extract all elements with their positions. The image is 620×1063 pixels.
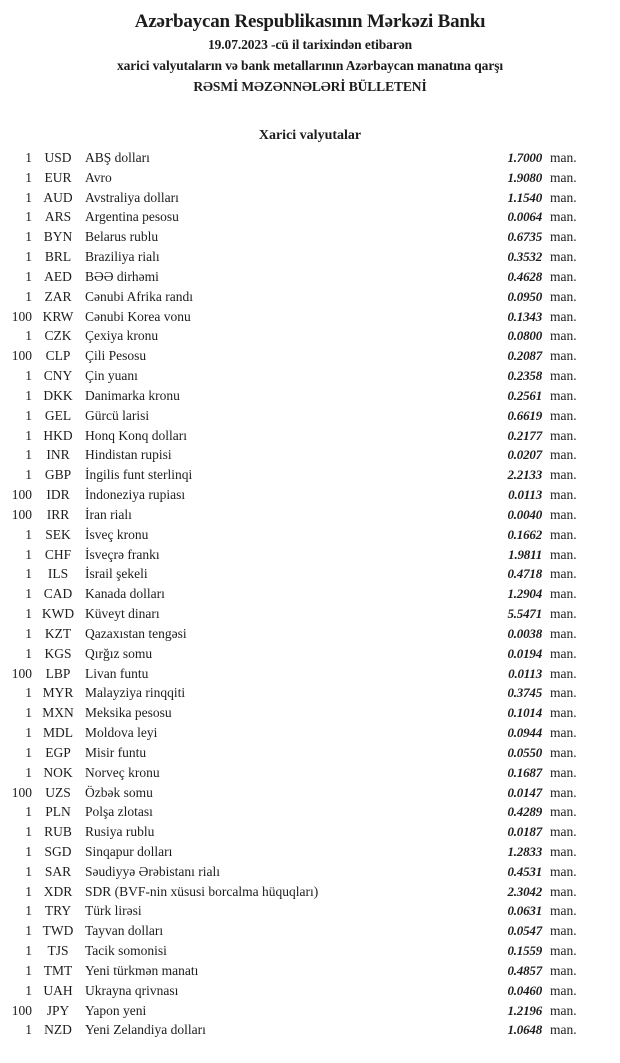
quantity-cell: 1 bbox=[25, 150, 32, 165]
currency-name-cell: Türk lirəsi bbox=[85, 903, 142, 919]
quantity-cell: 1 bbox=[25, 725, 32, 741]
unit-label-cell: man. bbox=[550, 744, 577, 760]
rate-value-cell: 0.0550 bbox=[507, 744, 542, 760]
unit-label-cell: man. bbox=[550, 348, 577, 364]
rate-value-cell: 0.0547 bbox=[507, 923, 542, 939]
quantity-cell: 100 bbox=[11, 308, 32, 324]
unit-label-cell: man. bbox=[550, 863, 577, 879]
table-row bbox=[2, 822, 583, 842]
unit-label-cell: man. bbox=[550, 249, 577, 265]
currency-name-cell: İran rialı bbox=[85, 506, 132, 522]
rate-value-cell: 0.1014 bbox=[507, 705, 542, 721]
quantity-cell: 1 bbox=[25, 189, 32, 205]
rate-value-cell: 1.9811 bbox=[508, 546, 542, 562]
table-row bbox=[2, 227, 583, 247]
currency-name-cell: Braziliya rialı bbox=[85, 249, 160, 265]
currency-code-cell: LBP bbox=[45, 665, 71, 681]
quantity-cell: 1 bbox=[25, 1022, 32, 1038]
unit-label-cell: man. bbox=[550, 268, 577, 284]
unit-label-cell: man. bbox=[550, 387, 577, 403]
unit-label-cell: man. bbox=[550, 169, 577, 185]
table-row bbox=[2, 545, 583, 565]
quantity-cell: 1 bbox=[25, 467, 32, 483]
currency-name-cell: Belarus rublu bbox=[85, 229, 159, 245]
rate-value-cell: 0.0194 bbox=[507, 645, 542, 661]
rate-value-cell: 0.0631 bbox=[507, 903, 542, 919]
quantity-cell: 1 bbox=[25, 843, 32, 859]
rate-value-cell: 2.3042 bbox=[507, 883, 542, 899]
currency-name-cell: Cənubi Afrika randı bbox=[85, 288, 193, 304]
table-row bbox=[2, 406, 583, 426]
rate-value-cell: 0.3745 bbox=[507, 685, 542, 701]
rate-value-cell: 0.0207 bbox=[507, 447, 542, 463]
currency-code-cell: INR bbox=[46, 447, 70, 463]
table-row bbox=[2, 326, 583, 346]
rate-value-cell: 0.2561 bbox=[507, 387, 542, 403]
quantity-cell: 1 bbox=[25, 962, 32, 978]
currency-code-cell: EGP bbox=[45, 744, 71, 760]
table-row bbox=[2, 743, 583, 763]
table-row bbox=[2, 247, 583, 267]
unit-label-cell: man. bbox=[550, 308, 577, 324]
currency-name-cell: Rusiya rublu bbox=[85, 824, 155, 840]
quantity-cell: 1 bbox=[25, 606, 32, 622]
bulletin-title-line: RƏSMİ MƏZƏNNƏLƏRİ BÜLLETENİ bbox=[193, 79, 427, 94]
effective-date-line: 19.07.2023 -cü il tarixindən etibarən bbox=[207, 37, 413, 52]
quantity-cell: 1 bbox=[25, 427, 32, 443]
table-row bbox=[2, 307, 583, 327]
quantity-cell: 1 bbox=[25, 328, 32, 344]
unit-label-cell: man. bbox=[550, 566, 577, 582]
currency-code-cell: KGS bbox=[44, 645, 72, 661]
currency-name-cell: Gürcü larisi bbox=[85, 407, 150, 423]
quantity-cell: 1 bbox=[25, 526, 32, 542]
document-header bbox=[0, 9, 620, 97]
currency-name-cell: Malayziya rinqqiti bbox=[85, 685, 186, 701]
quantity-cell: 1 bbox=[25, 645, 32, 661]
currency-name-cell: Yeni türkmən manatı bbox=[85, 962, 199, 978]
quantity-cell: 1 bbox=[25, 546, 32, 562]
quantity-cell: 1 bbox=[25, 586, 32, 602]
rate-value-cell: 0.2087 bbox=[507, 348, 542, 364]
currency-name-cell: Avstraliya dolları bbox=[85, 189, 179, 205]
rate-value-cell: 5.5471 bbox=[507, 606, 542, 622]
rate-value-cell: 1.9080 bbox=[507, 169, 542, 185]
rate-value-cell: 0.0950 bbox=[507, 288, 542, 304]
currency-code-cell: SEK bbox=[45, 526, 71, 542]
currency-name-cell: Tayvan dolları bbox=[85, 923, 164, 939]
bank-title: Azərbaycan Respublikasının Mərkəzi Bankı bbox=[134, 11, 486, 32]
table-row bbox=[2, 802, 583, 822]
quantity-cell: 1 bbox=[25, 824, 32, 840]
currency-name-cell: Yeni Zelandiya dolları bbox=[85, 1022, 206, 1038]
quantity-cell: 1 bbox=[25, 566, 32, 582]
unit-label-cell: man. bbox=[550, 725, 577, 741]
unit-label-cell: man. bbox=[550, 368, 577, 384]
quantity-cell: 1 bbox=[25, 249, 32, 265]
rate-value-cell: 0.1343 bbox=[507, 308, 542, 324]
currency-name-cell: Səudiyyə Ərəbistanı rialı bbox=[85, 863, 220, 879]
unit-label-cell: man. bbox=[550, 150, 577, 165]
unit-label-cell: man. bbox=[550, 447, 577, 463]
currency-name-cell: İsveçrə frankı bbox=[85, 546, 160, 562]
unit-label-cell: man. bbox=[550, 824, 577, 840]
unit-label-cell: man. bbox=[550, 189, 577, 205]
currency-code-cell: SAR bbox=[44, 863, 72, 879]
currency-code-cell: NZD bbox=[44, 1022, 72, 1038]
rate-value-cell: 0.4718 bbox=[507, 566, 542, 582]
currency-code-cell: JPY bbox=[46, 1002, 70, 1018]
currency-code-cell: AUD bbox=[43, 189, 73, 205]
rate-value-cell: 0.4531 bbox=[507, 863, 542, 879]
table-row bbox=[2, 386, 583, 406]
currency-code-cell: GEL bbox=[44, 407, 72, 423]
currency-name-cell: Tacik somonisi bbox=[85, 943, 167, 959]
table-row bbox=[2, 485, 583, 505]
currency-name-cell: Küveyt dinarı bbox=[85, 606, 160, 622]
currency-name-cell: Polşa zlotası bbox=[85, 804, 153, 820]
rate-value-cell: 0.0944 bbox=[507, 725, 542, 741]
quantity-cell: 1 bbox=[25, 268, 32, 284]
table-row bbox=[2, 366, 583, 386]
unit-label-cell: man. bbox=[550, 526, 577, 542]
rate-value-cell: 2.2133 bbox=[507, 467, 542, 483]
table-row bbox=[2, 941, 583, 961]
currency-name-cell: Kanada dolları bbox=[85, 586, 165, 602]
quantity-cell: 100 bbox=[11, 506, 32, 522]
unit-label-cell: man. bbox=[550, 962, 577, 978]
subtitle-line: xarici valyutaların və bank metallarının Azərbaycan manatına qarşı bbox=[116, 58, 504, 73]
rate-value-cell: 0.0800 bbox=[507, 328, 542, 344]
currency-name-cell: İsveç kronu bbox=[85, 526, 149, 542]
quantity-cell: 100 bbox=[11, 487, 32, 503]
rate-value-cell: 0.3532 bbox=[507, 249, 542, 265]
table-row bbox=[2, 1001, 583, 1021]
currency-name-cell: ABŞ dolları bbox=[85, 150, 150, 165]
quantity-cell: 1 bbox=[25, 764, 32, 780]
quantity-cell: 1 bbox=[25, 368, 32, 384]
quantity-cell: 1 bbox=[25, 209, 32, 225]
currency-name-cell: Qırğız somu bbox=[85, 645, 153, 661]
section-title-foreign-currencies: Xarici valyutalar bbox=[258, 128, 362, 143]
currency-name-cell: Çin yuanı bbox=[85, 368, 138, 384]
unit-label-cell: man. bbox=[550, 546, 577, 562]
currency-code-cell: MXN bbox=[42, 705, 74, 721]
unit-label-cell: man. bbox=[550, 804, 577, 820]
currency-name-cell: Qazaxıstan tengəsi bbox=[85, 625, 187, 641]
rate-value-cell: 0.0113 bbox=[508, 487, 542, 503]
currency-name-cell: SDR (BVF-nin xüsusi borcalma hüquqları) bbox=[85, 883, 319, 899]
unit-label-cell: man. bbox=[550, 1022, 577, 1038]
currency-code-cell: EUR bbox=[44, 169, 72, 185]
currency-name-cell: İsrail şekeli bbox=[85, 566, 148, 582]
currency-name-cell: Çexiya kronu bbox=[85, 328, 159, 344]
quantity-cell: 100 bbox=[11, 665, 32, 681]
table-row bbox=[2, 723, 583, 743]
currency-code-cell: TMT bbox=[43, 962, 73, 978]
rate-value-cell: 1.7000 bbox=[507, 150, 542, 165]
unit-label-cell: man. bbox=[550, 625, 577, 641]
currency-name-cell: İngilis funt sterlinqi bbox=[85, 467, 193, 483]
table-row bbox=[2, 426, 583, 446]
table-row bbox=[2, 445, 583, 465]
table-row bbox=[2, 862, 583, 882]
currency-code-cell: ARS bbox=[44, 209, 72, 225]
currency-name-cell: Hindistan rupisi bbox=[85, 447, 172, 463]
rate-value-cell: 0.2177 bbox=[507, 427, 542, 443]
currency-name-cell: BƏƏ dirhəmi bbox=[85, 268, 159, 284]
rate-value-cell: 1.2196 bbox=[507, 1002, 542, 1018]
rate-value-cell: 0.0040 bbox=[507, 506, 542, 522]
table-row bbox=[2, 783, 583, 803]
table-row bbox=[2, 921, 583, 941]
currency-code-cell: SGD bbox=[44, 843, 72, 859]
currency-name-cell: Danimarka kronu bbox=[85, 387, 180, 403]
exchange-rates-table bbox=[0, 148, 620, 1040]
unit-label-cell: man. bbox=[550, 1002, 577, 1018]
table-row bbox=[2, 882, 583, 902]
unit-label-cell: man. bbox=[550, 487, 577, 503]
table-row bbox=[2, 207, 583, 227]
unit-label-cell: man. bbox=[550, 288, 577, 304]
rate-value-cell: 1.2904 bbox=[507, 586, 542, 602]
unit-label-cell: man. bbox=[550, 883, 577, 899]
rate-value-cell: 0.1662 bbox=[507, 526, 542, 542]
rate-value-cell: 0.4857 bbox=[507, 962, 542, 978]
currency-name-cell: İndoneziya rupiası bbox=[85, 487, 186, 503]
currency-name-cell: Avro bbox=[85, 169, 112, 185]
quantity-cell: 1 bbox=[25, 903, 32, 919]
quantity-cell: 1 bbox=[25, 387, 32, 403]
rate-value-cell: 1.2833 bbox=[507, 843, 542, 859]
currency-name-cell: Argentina pesosu bbox=[85, 209, 179, 225]
currency-code-cell: AED bbox=[44, 268, 72, 284]
quantity-cell: 1 bbox=[25, 169, 32, 185]
table-row bbox=[2, 148, 583, 168]
currency-name-cell: Honq Konq dolları bbox=[85, 427, 187, 443]
unit-label-cell: man. bbox=[550, 506, 577, 522]
currency-name-cell: Cənubi Korea vonu bbox=[85, 308, 191, 324]
quantity-cell: 100 bbox=[11, 348, 32, 364]
table-row bbox=[2, 624, 583, 644]
currency-name-cell: Meksika pesosu bbox=[85, 705, 172, 721]
quantity-cell: 1 bbox=[25, 982, 32, 998]
unit-label-cell: man. bbox=[550, 705, 577, 721]
table-row bbox=[2, 188, 583, 208]
currency-code-cell: GBP bbox=[44, 467, 72, 483]
currency-code-cell: KWD bbox=[41, 606, 75, 622]
currency-code-cell: DKK bbox=[43, 387, 73, 403]
unit-label-cell: man. bbox=[550, 586, 577, 602]
unit-label-cell: man. bbox=[550, 606, 577, 622]
currency-code-cell: HKD bbox=[43, 427, 73, 443]
table-row bbox=[2, 644, 583, 664]
currency-code-cell: IDR bbox=[46, 487, 70, 503]
currency-code-cell: IRR bbox=[46, 506, 70, 522]
unit-label-cell: man. bbox=[550, 665, 577, 681]
currency-code-cell: TRY bbox=[44, 903, 72, 919]
quantity-cell: 1 bbox=[25, 407, 32, 423]
rate-value-cell: 1.0648 bbox=[507, 1022, 542, 1038]
rate-value-cell: 0.1687 bbox=[507, 764, 542, 780]
unit-label-cell: man. bbox=[550, 685, 577, 701]
rate-value-cell: 0.1559 bbox=[507, 943, 542, 959]
unit-label-cell: man. bbox=[550, 407, 577, 423]
table-row bbox=[2, 584, 583, 604]
currency-code-cell: CHF bbox=[44, 546, 72, 562]
quantity-cell: 1 bbox=[25, 804, 32, 820]
unit-label-cell: man. bbox=[550, 903, 577, 919]
quantity-cell: 1 bbox=[25, 625, 32, 641]
rate-value-cell: 0.6619 bbox=[507, 407, 542, 423]
table-row bbox=[2, 842, 583, 862]
table-row bbox=[2, 961, 583, 981]
rate-value-cell: 0.0064 bbox=[507, 209, 542, 225]
currency-name-cell: Sinqapur dolları bbox=[85, 843, 173, 859]
currency-code-cell: NOK bbox=[43, 764, 73, 780]
currency-code-cell: MDL bbox=[43, 725, 73, 741]
currency-code-cell: UZS bbox=[45, 784, 71, 800]
quantity-cell: 1 bbox=[25, 447, 32, 463]
unit-label-cell: man. bbox=[550, 982, 577, 998]
currency-name-cell: Misir funtu bbox=[85, 744, 147, 760]
rate-value-cell: 0.0038 bbox=[507, 625, 542, 641]
table-row bbox=[2, 525, 583, 545]
quantity-cell: 1 bbox=[25, 883, 32, 899]
quantity-cell: 1 bbox=[25, 744, 32, 760]
table-row bbox=[2, 505, 583, 525]
rate-value-cell: 0.0113 bbox=[508, 665, 542, 681]
rate-value-cell: 0.0147 bbox=[507, 784, 542, 800]
rate-value-cell: 0.2358 bbox=[507, 368, 542, 384]
quantity-cell: 1 bbox=[25, 705, 32, 721]
quantity-cell: 1 bbox=[25, 943, 32, 959]
table-row bbox=[2, 267, 583, 287]
unit-label-cell: man. bbox=[550, 645, 577, 661]
unit-label-cell: man. bbox=[550, 764, 577, 780]
unit-label-cell: man. bbox=[550, 943, 577, 959]
table-row bbox=[2, 763, 583, 783]
table-row bbox=[2, 168, 583, 188]
currency-code-cell: CAD bbox=[43, 586, 73, 602]
table-row bbox=[2, 287, 583, 307]
rate-value-cell: 1.1540 bbox=[507, 189, 542, 205]
table-row bbox=[2, 1020, 583, 1040]
rate-value-cell: 0.6735 bbox=[507, 229, 542, 245]
currency-code-cell: XDR bbox=[43, 883, 73, 899]
unit-label-cell: man. bbox=[550, 923, 577, 939]
table-row bbox=[2, 981, 583, 1001]
quantity-cell: 100 bbox=[11, 1002, 32, 1018]
currency-code-cell: TWD bbox=[42, 923, 74, 939]
table-row bbox=[2, 703, 583, 723]
rate-value-cell: 0.0460 bbox=[507, 982, 542, 998]
currency-name-cell: Yapon yeni bbox=[85, 1002, 147, 1018]
currency-name-cell: Çili Pesosu bbox=[85, 348, 147, 364]
quantity-cell: 1 bbox=[25, 229, 32, 245]
unit-label-cell: man. bbox=[550, 209, 577, 225]
currency-code-cell: RUB bbox=[44, 824, 72, 840]
currency-code-cell: CZK bbox=[44, 328, 72, 344]
unit-label-cell: man. bbox=[550, 467, 577, 483]
currency-code-cell: TJS bbox=[47, 943, 69, 959]
currency-code-cell: ILS bbox=[47, 566, 69, 582]
currency-code-cell: KRW bbox=[42, 308, 74, 324]
unit-label-cell: man. bbox=[550, 843, 577, 859]
unit-label-cell: man. bbox=[550, 427, 577, 443]
table-row bbox=[2, 346, 583, 366]
rate-value-cell: 0.4289 bbox=[507, 804, 542, 820]
table-row bbox=[2, 604, 583, 624]
quantity-cell: 1 bbox=[25, 863, 32, 879]
currency-code-cell: MYR bbox=[42, 685, 74, 701]
currency-code-cell: BRL bbox=[44, 249, 72, 265]
unit-label-cell: man. bbox=[550, 229, 577, 245]
unit-label-cell: man. bbox=[550, 784, 577, 800]
currency-code-cell: USD bbox=[44, 150, 72, 165]
table-row bbox=[2, 564, 583, 584]
table-row bbox=[2, 465, 583, 485]
currency-code-cell: UAH bbox=[43, 982, 73, 998]
currency-name-cell: Moldova leyi bbox=[85, 725, 158, 741]
currency-name-cell: Özbək somu bbox=[85, 784, 153, 800]
rate-value-cell: 0.4628 bbox=[507, 268, 542, 284]
currency-code-cell: CLP bbox=[45, 348, 71, 364]
quantity-cell: 1 bbox=[25, 685, 32, 701]
currency-code-cell: CNY bbox=[43, 368, 73, 384]
quantity-cell: 100 bbox=[11, 784, 32, 800]
quantity-cell: 1 bbox=[25, 288, 32, 304]
currency-name-cell: Ukrayna qrivnası bbox=[85, 982, 179, 998]
quantity-cell: 1 bbox=[25, 923, 32, 939]
unit-label-cell: man. bbox=[550, 328, 577, 344]
currency-code-cell: PLN bbox=[45, 804, 71, 820]
currency-code-cell: ZAR bbox=[44, 288, 72, 304]
currency-name-cell: Norveç kronu bbox=[85, 764, 160, 780]
currency-name-cell: Livan funtu bbox=[85, 665, 149, 681]
rate-value-cell: 0.0187 bbox=[507, 824, 542, 840]
table-row bbox=[2, 664, 583, 684]
currency-code-cell: BYN bbox=[43, 229, 73, 245]
table-row bbox=[2, 683, 583, 703]
currency-code-cell: KZT bbox=[44, 625, 72, 641]
table-row bbox=[2, 901, 583, 921]
